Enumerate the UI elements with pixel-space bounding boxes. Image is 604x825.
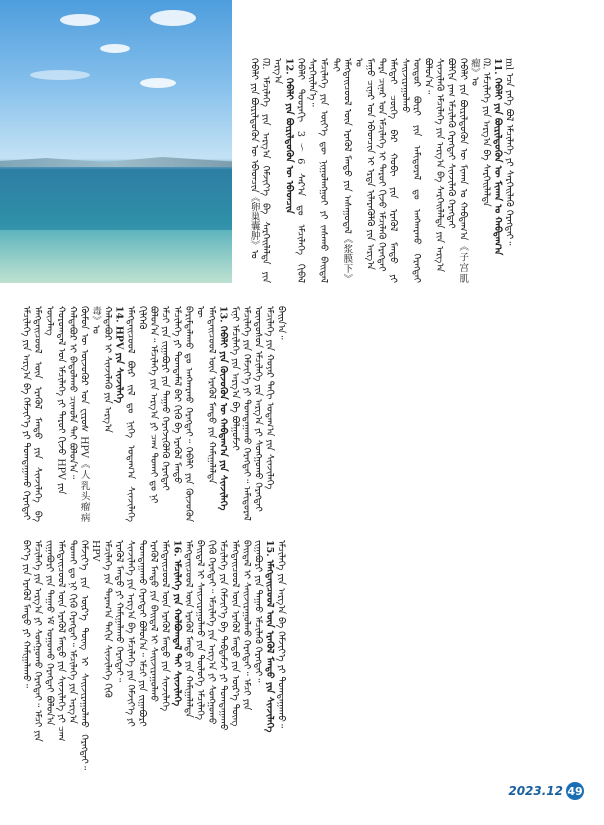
text-line: ᠪᠣᠯᠤᠨ᠎ᠠ᠃ ᠡᠮᠴᠢᠯᠡᠭᠡ ᠶᠢᠨ ᠠᠷᠭ᠎ᠠ ᠶᠢ ᠴᠠᠭ ᠲᠤᠬᠠᠢ ᠳᠤ ᠨᠢ xyxy=(148,306,160,504)
text-line: ᠰᠢᠨᠵᠢᠯᠡᠭᠡ ᠶᠢᠨ ᠠᠷᠭ᠎ᠠ ᠪᠠ ᠡᠮᠴᠢᠯᠡᠭᠡ ᠶᠢᠨ ᠬᠡᠮᠵᠢᠶ᠎ᠡ ᠶᠢ xyxy=(124,540,136,727)
text-line: ᠲᠡᠷᠡ ᠴᠢᠨᠠᠷ ᠤᠨ ᠡᠮᠴᠢᠯᠡᠭᠡ ᠢ ᠳᠠᠷᠤᠢ ᠬᠢᠵᠦ ᠡᠮᠴᠢᠯᠡᠬᠦ ᠬᠡᠷᠡᠭᠲᠡᠢ xyxy=(376,58,388,272)
cloud-shape xyxy=(100,44,130,53)
text-line: 13. ᠬᠡᠪᠡᠯᠢ ᠶᠢᠨ ᠬᠦᠵᠦᠭᠦᠨ ᠦ ᠬᠠᠪᠳᠠᠭ᠎ᠠ ᠶᠢᠨ ᠰᠢᠨᠵᠢᠯᠡᠭᠡ xyxy=(217,306,229,511)
text-line: ᠪᠡᠶ᠎ᠡ ᠶᠢᠨ ᠡᠷᠡᠭᠦᠯ ᠮᠡᠨᠳᠦ ᠶᠢ ᠬᠠᠮᠢᠭᠠᠯᠠᠬᠤ᠃ xyxy=(20,540,32,688)
text-line: ᠡᠷᠡᠭᠦᠯ ᠮᠡᠨᠳᠦ ᠶᠢᠨ ᠪᠠᠢᠳᠠᠯ ᠢ ᠰᠠᠢᠵᠢᠷᠠᠭᠤᠯᠬᠤ xyxy=(148,540,160,702)
text-line: ᠲᠣᠭᠲᠠᠭᠠᠬᠤ ᠬᠡᠷᠡᠭᠲᠡᠢ ᠪᠣᠯᠤᠨ᠎ᠠ᠃ ᠡᠮᠴᠢ ᠶᠢᠨ ᠵᠢᠭᠠᠪᠤᠷᠢ xyxy=(136,540,148,727)
text-line: ᠡᠮᠴᠢᠯᠡᠭᠡ ᠶᠢᠨ ᠠᠷᠭ᠎ᠠ ᠶᠢ ᠰᠣᠩᠭᠣᠬᠤ ᠬᠡᠷᠡᠭᠲᠡᠢ᠃ ᠡᠮᠴᠢ ᠶᠢᠨ xyxy=(32,540,44,742)
text-line: ᠡᠮᠡᠭᠲᠡᠢᠴᠦᠦᠯ ᠦᠨ ᠡᠷᠡᠭᠦᠯ ᠮᠡᠨᠳᠦ ᠶᠢᠨ ᠬᠠᠮᠢᠭᠠᠯᠠᠯᠲᠠ xyxy=(182,540,194,718)
text-line: ᠬᠡᠪᠡᠯᠢ ᠳᠣᠣᠷᠠᠬᠢ 3～6 ᠰᠠᠷ᠎ᠠ ᠳᠤ ᠡᠮᠴᠢᠯᠡᠭᠡ ᠬᠢᠪᠡᠯ ᠰᠡᠷᠭᠡᠢᠯᠡᠨ᠎ᠡ᠃ xyxy=(294,58,318,283)
text-line: ml ᠡᠴᠡ ᠶᠡᠬᠡ ᠪᠣᠯ ᠡᠮᠴᠢᠯᠡᠭᠡ ᠶᠢ ᠰᠡᠷᠭᠡᠢᠯᠡᠬᠦ ᠬᠡᠷᠡᠭᠲᠡᠢ᠃ xyxy=(503,58,515,246)
page-number-badge: 49 xyxy=(566,782,584,800)
text-line: ᠵᠢᠭᠠᠪᠤᠷᠢ ᠶᠢᠨ ᠳᠠᠭᠠᠤ ᠡᠮᠴᠢᠯᠡᠬᠦ ᠬᠡᠷᠡᠭᠲᠡᠢ᠃ xyxy=(252,540,264,683)
bottom-text-column xyxy=(20,540,586,770)
text-line: ᠰᠢᠨᠵᠢᠯᠡᠬᠦ ᠡᠮᠴᠢᠯᠡᠭᠡ ᠶᠢᠨ ᠠᠷᠭ᠎ᠠ ᠪᠠ ᠰᠡᠷᠭᠡᠢᠯᠡᠯᠲᠡ ᠶᠢᠨ ᠠᠷᠭ᠎ᠠ xyxy=(434,58,446,273)
text-line: ᠬᠠᠯᠳᠠᠪᠤᠷ ᠢ ᠪᠠᠲᠤᠯᠠᠬᠤ ᠴᠢᠬᠤᠯᠠ ᠲᠠᠢ ᠪᠣᠯᠤᠨ᠎ᠠ᠃ xyxy=(66,306,78,479)
text-line: 12. ᠬᠡᠪᠡᠯᠢ ᠶᠢᠨ ᠪᠦᠷᠢᠯᠳᠦᠬᠦᠨ ᠦ ᠡᠪᠡᠳᠴᠢᠨ xyxy=(283,58,295,214)
text-line: ᠡᠮᠴᠢᠯᠡᠭᠡ ᠶᠢᠨ ᠠᠷᠭ᠎ᠠ ᠪᠠ ᠬᠡᠮᠵᠢᠶ᠎ᠡ ᠶᠢ ᠲᠣᠭᠲᠠᠭᠠᠬᠤ ᠬᠡᠷᠡᠭᠲᠡᠢ xyxy=(20,306,32,521)
text-line: ᠬᠢᠬᠦ ᠬᠡᠷᠡᠭᠲᠡᠢ᠃ ᠡᠮᠴᠢᠯᠡᠭᠡ ᠶᠢᠨ ᠠᠷᠭ᠎ᠠ ᠶᠢ ᠰᠣᠩᠭᠣᠬᠤ xyxy=(206,540,218,725)
text-line: ᠡᠮᠡᠭᠲᠡᠢᠴᠦᠦᠯ ᠦᠨ ᠡᠷᠡᠭᠦᠯ ᠮᠡᠨᠳᠦ ᠶᠢᠨ ᠬᠠᠮᠢᠭᠠᠯᠠᠯᠲᠠ xyxy=(206,306,218,484)
text-line: ᠵᠢᠭᠠᠪᠤᠷᠢ ᠶᠢᠨ ᠳᠠᠭᠠᠤ ᠡᠮ ᠤᠭᠤᠬᠤ ᠬᠡᠷᠡᠭᠲᠡᠢ ᠪᠣᠯᠤᠨ᠎ᠠ xyxy=(43,540,55,726)
text-line: ᠡᠮᠡᠭᠲᠡᠢᠴᠦᠦᠯ ᠪᠦᠷ ᠵᠢᠯ ᠳᠤ ᠨᠢᠭᠡ ᠤᠳᠠᠭ᠎ᠠ ᠰᠢᠨᠵᠢᠯᠡᠭᠡ ᠬᠢᠯᠭᠡᠬᠦ xyxy=(124,306,148,522)
text-line: ᠡᠮᠴᠢᠯᠡᠭᠡ ᠶᠢᠨ ᠬᠣᠶᠠᠷ ᠳᠠᠬᠢ ᠤᠳᠠᠭ᠎ᠠ ᠶᠢᠨ ᠰᠢᠨᠵᠢᠯᠡᠭᠡ xyxy=(264,306,276,490)
text-line: ᠡᠮᠡᠭᠲᠡᠢᠴᠦᠦᠯ ᠦᠨ ᠡᠷᠡᠭᠦᠯ ᠮᠡᠨᠳᠦ ᠶᠢᠨ ᠰᠢᠨᠵᠢᠯᠡᠭᠡ xyxy=(159,540,171,712)
text-line: 16. ᠡᠮᠴᠢᠯᠡᠭᠡ ᠶᠢᠨ ᠬᠣᠯᠪᠣᠭᠳᠠᠯ ᠲᠠᠢ ᠰᠢᠨᠵᠢᠯᠡᠭᠡ xyxy=(171,540,183,707)
text-line: ᠪᠠᠢᠳᠠᠯ ᠢ ᠰᠠᠢᠵᠢᠷᠠᠭᠤᠯᠬᠤ ᠶᠢᠨ ᠲᠥᠯᠥᠭᠡ ᠡᠮᠴᠢᠯᠡᠭᠡ xyxy=(194,540,206,720)
text-line: ᠡᠮᠴᠢᠯᠡᠭᠡ ᠶᠢᠨ ᠦᠶ᠎ᠡ ᠳᠦ ᠨᠢᠭᠤᠯᠠᠩᠭᠤᠢ ᠶᠢ ᠵᠠᠰᠠᠬᠤ ᠪᠠᠢᠳᠠᠯ ᠲᠠᠢ xyxy=(318,58,341,283)
seascape-photo xyxy=(0,0,232,283)
text-line: ᠪᠣᠯᠬᠢᠨ ᠶᠠᠭ ᠡᠮᠴᠢᠯᠡᠬᠦ ᠬᠡᠷᠡᠭᠲᠡᠢ ᠰᠢᠨᠵᠢᠯᠡᠬᠦ ᠬᠡᠷᠡᠭᠲᠡᠢ xyxy=(445,58,457,229)
issue-date: 2023.12 xyxy=(508,784,563,798)
text-line: ᠡᠮᠴᠢ ᠶᠢᠨ ᠵᠢᠭᠠᠪᠤᠷᠢ ᠶᠢᠨ ᠳᠠᠭᠠᠤ ᠬᠡᠷᠡᠭᠵᠢᠭᠦᠯᠬᠦ ᠬᠡᠷᠡᠭᠲᠡᠢ xyxy=(159,306,171,491)
cloud-shape xyxy=(140,78,176,88)
text-line: ᠮᠠᠭᠤ ᠴᠢᠨᠠᠷ ᠤᠨ ᠡᠪᠡᠳᠴᠢᠨ ᠢ ᠡᠷᠲᠡ ᠢᠯᠡᠷᠡᠭᠦᠯᠬᠦ ᠶᠢᠨ ᠠᠷᠭ᠎ᠠ xyxy=(364,58,376,270)
text-line: 15. ᠡᠮᠡᠭᠲᠡᠢᠴᠦᠦᠯ ᠦᠨ ᠡᠷᠡᠭᠦᠯ ᠮᠡᠨᠳᠦ ᠶᠢᠨ ᠰᠢᠨᠵᠢᠯᠡᠭᠡ xyxy=(264,540,276,733)
text-line: 14. HPV ᠶᠢᠨ ᠰᠢᠨᠵᠢᠯᠡᠭᠡ xyxy=(113,306,125,404)
text-line: ᠬᠡᠪᠡᠯᠢ ᠶᠢᠨ ᠪᠦᠷᠢᠯᠳᠦᠬᠦᠨ ᠦ ᠡᠪᠡᠳᠴᠢᠨ《卵巢囊肿》ᠤ xyxy=(248,58,260,259)
shoreline-water xyxy=(0,230,232,283)
text-line: ᠓. ᠡᠮᠴᠢᠯᠡᠭᠡ ᠶᠢᠨ ᠠᠷᠭ᠎ᠠ ᠪᠠ ᠰᠡᠷᠭᠡᠢᠯᠡᠯᠲᠡ xyxy=(480,58,492,207)
text-line: ᠡᠮᠡᠭᠲᠡᠢᠴᠦᠦᠯ ᠦᠨ ᠡᠷᠡᠭᠦᠯ ᠮᠡᠨᠳᠦ ᠶᠢᠨ ᠰᠢᠨᠵᠢᠯᠡᠭᠡ ᠪᠠ ᠦᠵᠯᠡᠭ xyxy=(32,306,55,522)
text-line: ᠡᠮᠴᠢᠯᠡᠭᠡ ᠶᠢ ᠲᠣᠭᠲᠠᠮᠠᠯ ᠪᠡᠷ ᠬᠢᠬᠦ ᠪᠠ ᠡᠷᠡᠭᠦᠯ ᠮᠡᠨᠳᠦ xyxy=(171,306,183,484)
middle-text-column xyxy=(20,306,586,522)
cloud-shape xyxy=(30,70,90,80)
text-line: ᠡᠮᠴᠢᠯᠡᠭᠡ ᠶᠢᠨ ᠬᠡᠮᠵᠢᠶ᠎ᠡ ᠪᠠ ᠳᠠᠪᠳᠠᠮᠵᠢ ᠶᠢ ᠲᠣᠭᠲᠠᠭᠠᠬᠤ xyxy=(217,540,229,731)
cloud-shape xyxy=(150,10,196,26)
text-line: ᠬᠦᠮᠦᠨ ᠦ ᠦᠵᠦᠭᠦᠷ ᠤᠨ ᠸᠢᠷᠦᠰ HPV《人乳头瘤病毒》ᠤ xyxy=(78,306,102,522)
distant-mountains xyxy=(0,157,232,167)
text-line: ᠡᠮᠴᠢᠯᠡᠭᠡ ᠶᠢᠨ ᠠᠷᠭ᠎ᠠ ᠪᠠ ᠬᠡᠮᠵᠢᠶ᠎ᠡ ᠶᠢ ᠲᠣᠭᠲᠠᠭᠠᠬᠤ᠃ xyxy=(275,540,287,729)
text-line: ᠓. ᠡᠮᠴᠢᠯᠡᠭᠡ ᠶᠢᠨ ᠠᠷᠭ᠎ᠠ ᠬᠡᠮᠵᠢᠶ᠎ᠡ ᠪᠠ ᠰᠡᠷᠭᠡᠢᠯᠡᠯᠲᠡ ᠶᠢᠨ ᠠᠷᠭ᠎ᠠ xyxy=(260,58,283,283)
text-line: ᠬᠣᠷᠣᠭᠳᠠᠯ ᠤᠨ ᠡᠮᠴᠢᠯᠡᠭᠡ ᠶᠢ ᠳᠠᠷᠤᠢ ᠬᠢᠵᠦ HPV ᠶᠢᠨ xyxy=(55,306,67,495)
text-line: ᠡᠮᠴᠢᠯᠡᠭᠡ ᠶᠢᠨ ᠳᠠᠷᠠᠭ᠎ᠠ ᠳᠠᠬᠢᠨ ᠰᠢᠨᠵᠢᠯᠡᠭᠡ ᠬᠢᠬᠦ xyxy=(101,540,113,698)
text-line: ᠬᠡᠪᠡᠯᠢ ᠶᠢᠨ ᠪᠦᠷᠢᠯᠳᠦᠬᠦᠨ ᠦ ᠮᠢᠬᠠᠨ ᠤ ᠬᠠᠪᠳᠠᠭ᠎ᠠ《子宫肌瘤》ᠤ xyxy=(457,58,480,283)
text-line: 11. ᠬᠡᠪᠡᠯᠢ ᠶᠢᠨ ᠪᠦᠷᠢᠯᠳᠦᠬᠦᠨ ᠦ ᠮᠢᠬᠠᠨ ᠤ ᠬᠠᠪᠳᠠᠭ᠎ᠠ xyxy=(492,58,504,256)
text-line: ᠮᠢᠨᠢ ᠡᠮᠴᠢᠯᠡᠭᠡ ᠶᠢᠨ ᠠᠷᠭ᠎ᠠ ᠪᠠ ᠪᠣᠯᠭᠣᠮᠵᠢ xyxy=(229,306,241,451)
text-line: ᠲᠤᠬᠠᠢ ᠳᠤ ᠨᠢ ᠬᠢᠬᠦ ᠬᠡᠷᠡᠭᠲᠡᠢ᠃ ᠡᠮᠴᠢᠯᠡᠭᠡ ᠶᠢᠨ ᠠᠷᠭ᠎ᠠ xyxy=(66,540,78,724)
top-text-column xyxy=(248,58,586,283)
text-line: ᠡᠮᠡᠭᠲᠡᠢ ᠴᠦᠭᠡ ᠪᠡᠷ ᠬᠤᠪᠢ ᠶᠢᠨ ᠡᠷᠡᠭᠦᠯ ᠮᠡᠨᠳᠦ ᠶᠢ ᠰᠠᠢᠵᠢᠷᠠᠭᠤᠯᠬᠤ xyxy=(387,58,411,283)
text-line: ᠪᠠᠷᠢᠮᠲᠠᠯᠠᠬᠤ ᠳᠤ ᠠᠩᠬᠠᠷᠬᠤ ᠬᠡᠷᠡᠭᠲᠡᠢ᠃ ᠬᠡᠪᠡᠯᠢ ᠶᠢᠨ ᠬᠦᠵᠦᠭᠦᠨ ᠦ xyxy=(182,306,206,522)
text-line: ᠡᠮᠡᠭᠲᠡᠢᠴᠦᠦᠯ ᠦᠨ ᠡᠷᠡᠭᠦᠯ ᠮᠡᠨᠳᠦ ᠶᠢᠨ ᠰᠢᠨᠵᠢᠯᠡᠭᠡ ᠶᠢ ᠴᠠᠭ xyxy=(55,540,67,742)
text-line: ᠡᠮᠴᠢᠯᠡᠭᠡ ᠶᠢᠨ ᠬᠡᠮᠵᠢᠶ᠎ᠡ ᠶᠢ ᠲᠣᠭᠲᠠᠭᠠᠬᠤ ᠬᠡᠷᠡᠭᠲᠡᠢ᠃ ᠠᠮᠢᠳᠤᠷᠠᠯ xyxy=(240,306,252,521)
cloud-shape xyxy=(60,14,100,26)
text-line: ᠡᠷᠡᠭᠦᠯ ᠮᠡᠨᠳᠦ ᠶᠢ ᠬᠠᠮᠢᠭᠠᠯᠠᠬᠤ ᠬᠡᠷᠡᠭᠲᠡᠢ᠃ xyxy=(113,540,125,682)
text-line: ᠦᠨᠳᠦᠰᠦᠨ ᠡᠮᠴᠢᠯᠡᠭᠡ ᠶᠢᠨ ᠠᠷᠭ᠎ᠠ ᠶᠢ ᠰᠣᠩᠭᠣᠬᠤ ᠬᠡᠷᠡᠭᠲᠡᠢ xyxy=(252,306,264,512)
page-footer xyxy=(508,781,584,801)
text-line: ᠡᠮᠡᠭᠲᠡᠢᠴᠦᠦᠯ ᠦᠨ ᠡᠷᠡᠭᠦᠯ ᠮᠡᠨᠳᠦ ᠶᠢᠨ ᠠᠰᠠᠭᠤᠳᠠᠯ《浆膜下》ᠤ xyxy=(341,58,364,283)
text-line: ᠡᠮᠡᠭᠲᠡᠢᠴᠦᠦᠯ ᠦᠨ ᠡᠷᠡᠭᠦᠯ ᠮᠡᠨᠳᠦ ᠶᠢᠨ ᠦᠷ᠎ᠡ ᠳᠦᠩ xyxy=(229,540,241,727)
text-line: ᠬᠠᠯᠳᠠᠪᠤᠷ ᠢ ᠰᠢᠨᠵᠢᠯᠡᠬᠦ ᠶᠢᠨ ᠠᠷᠭ᠎ᠠ xyxy=(101,306,113,433)
text-line: ᠪᠠᠢᠨ᠎ᠠ᠃ xyxy=(275,306,287,340)
text-line: ᠬᠡᠮᠵᠢᠶ᠎ᠡ ᠶᠢᠨ ᠦᠷ᠎ᠡ ᠳᠦᠩ ᠢ ᠰᠠᠢᠵᠢᠷᠠᠭᠤᠯᠬᠤ ᠬᠡᠷᠡᠭᠲᠡᠢ᠃ HPV xyxy=(78,540,102,770)
text-line: ᠪᠠᠢᠳᠠᠯ ᠢ ᠰᠠᠢᠵᠢᠷᠠᠭᠤᠯᠬᠤ ᠬᠡᠷᠡᠭᠲᠡᠢ᠃ ᠡᠮᠴᠢ ᠶᠢᠨ xyxy=(240,540,252,711)
text-line: ᠥᠳᠥᠷ ᠪᠦᠷᠢ ᠶᠢᠨ ᠠᠮᠢᠳᠤᠷᠠᠯ ᠳᠤ ᠠᠩᠬᠠᠷᠬᠤ ᠬᠡᠷᠡᠭᠲᠡᠢ ᠪᠣᠯᠤᠨ᠎ᠠ᠃ xyxy=(410,58,434,283)
